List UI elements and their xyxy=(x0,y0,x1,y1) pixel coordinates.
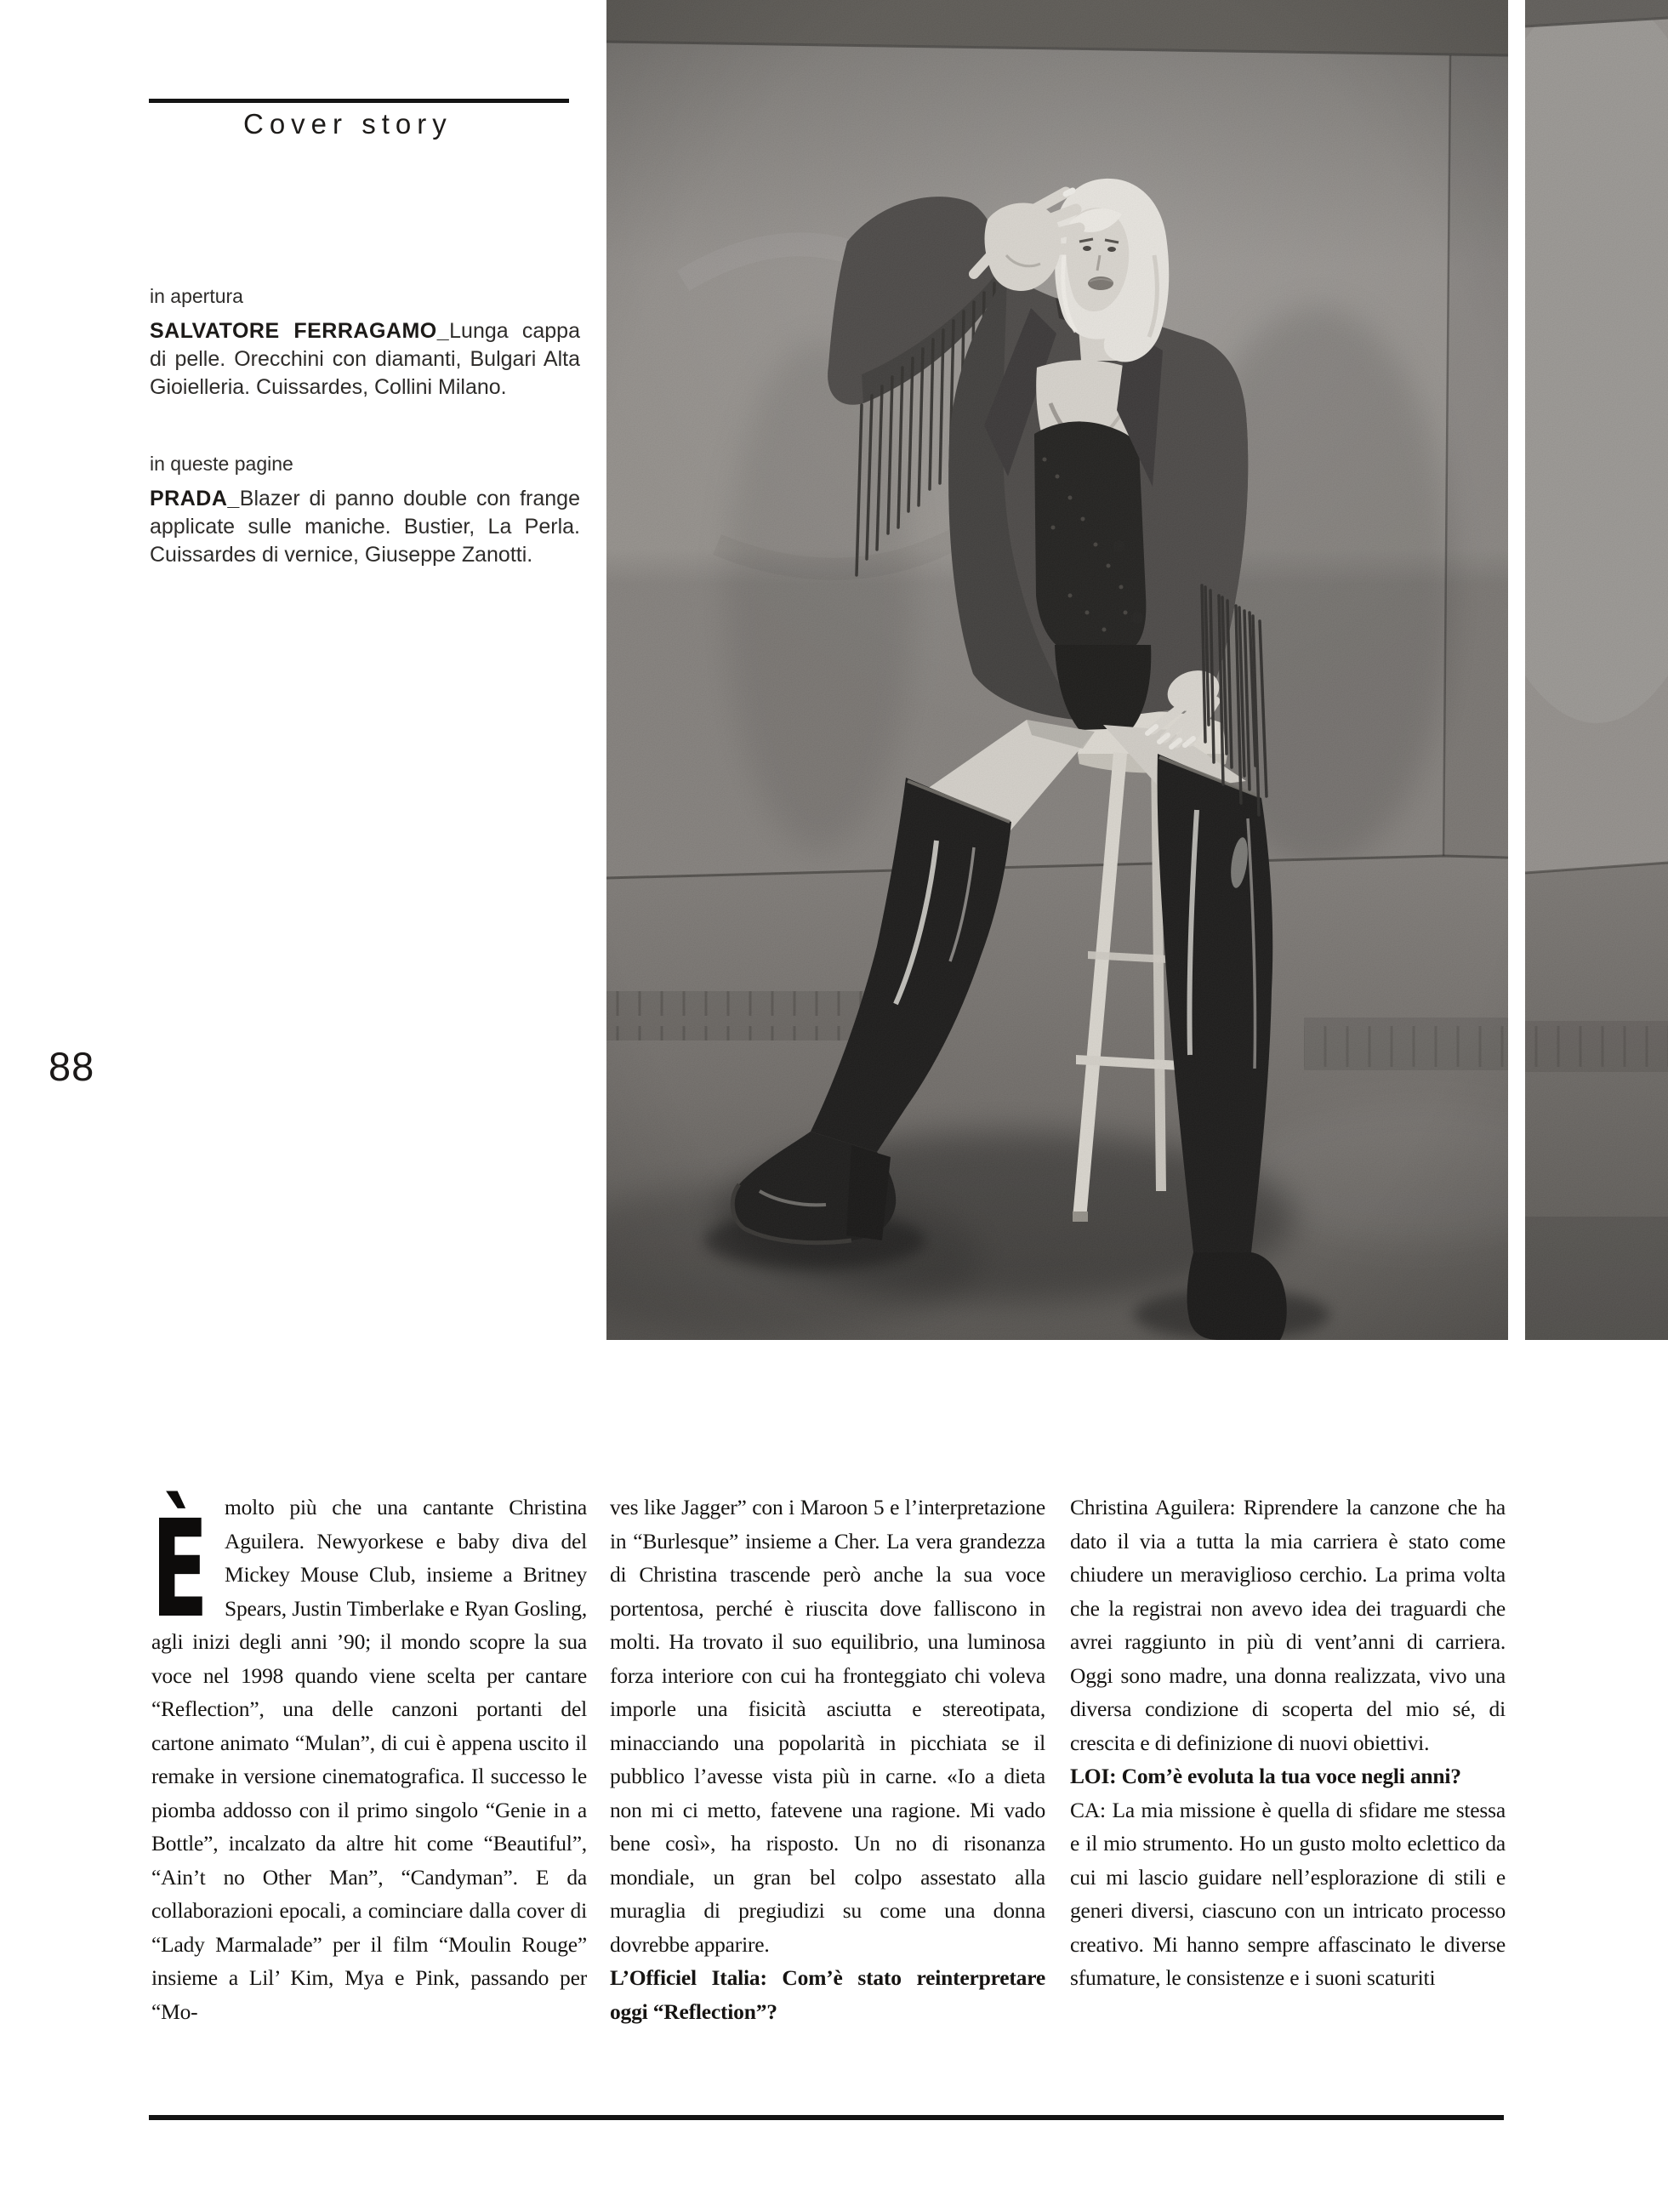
caption-pages-body: Blazer di panno double con frange applicate sulle maniche. Bustier, La Perla. Cuissardes di vernice, Giuseppe Zanotti. xyxy=(150,487,580,567)
column3-answer-1: Christina Aguilera: Riprendere la canzone che ha dato il via a tutta la mia carriera è stato come chiudere un meraviglioso cerchio. La prima volta che la registrai non avevo idea dei traguardi che avrei raggiunto in più di vent’anni di carriera. Oggi sono madre, una donna realizzata, vivo una diversa condizione di scoperta del mio sé, di crescita e di definizione di nuovi obiettivi. xyxy=(1070,1495,1506,1755)
footer-rule xyxy=(149,2115,1504,2120)
cover-photo-illustration xyxy=(606,0,1508,1340)
caption-opening-brand: SALVATORE FERRAGAMO_ xyxy=(150,319,450,343)
column1-text: molto più che una cantante Christina Aguilera. Newyorkese e baby diva del Mickey Mouse Club, insieme a Britney Spears, Justin Timberlake e Ryan Gosling, agli inizi degli anni ’90; il mondo scopre la sua voce nel 1998 quando viene scelta per cantare “Reflection”, una delle canzoni portanti del cartone animato “Mulan”, di cui è appena uscito il remake in versione cinematografica. Il successo le piomba addosso con il primo singolo “Genie in a Bottle”, incalzato da altre hit come “Beautiful”, “Ain’t no Other Man”, “Candyman”. E da collaborazioni epocali, a cominciare dalla cover di “Lady Marmalade” per il film “Moulin Rouge” insieme a Lil’ Kim, Mya e Pink, passando per “Mo- xyxy=(151,1495,587,2024)
caption-pages-brand: PRADA_ xyxy=(150,487,240,510)
column3-answer-2: CA: La mia missione è quella di sfidare me stessa e il mio strumento. Ho un gusto molto eclettico da cui mi lascio guidare nell’esplorazione di stili e generi diversi, ciascuno con un intricato processo creativo. Mi hanno sempre affascinato le diverse sfumature, le consistenze e i suoni scaturiti xyxy=(1070,1797,1506,1990)
caption-pages xyxy=(150,452,580,569)
interview-question-2: LOI: Com’è evoluta la tua voce negli anni? xyxy=(1070,1764,1461,1788)
facing-page-photo-strip xyxy=(1525,0,1668,1340)
header-rule xyxy=(149,99,569,103)
caption-opening-body: Lunga cappa di pelle. Orecchini con diamanti, Bulgari Alta Gioielleria. Cuissardes, Collini Milano. xyxy=(150,319,580,399)
page-number: 88 xyxy=(48,1044,95,1089)
article-paragraph xyxy=(151,1491,587,2028)
caption-pages-text xyxy=(150,485,580,569)
drop-cap: È xyxy=(151,1491,208,1648)
caption-opening xyxy=(150,284,580,402)
cover-photo xyxy=(606,0,1508,1340)
interview-question-1: L’Officiel Italia: Com’è stato reinterpretare oggi “Reflection”? xyxy=(610,1965,1045,2024)
section-label: Cover story xyxy=(243,108,453,140)
caption-pages-label: in queste pagine xyxy=(150,453,293,475)
caption-opening-label: in apertura xyxy=(150,285,243,307)
column2-text: ves like Jagger” con i Maroon 5 e l’interpretazione in “Burlesque” insieme a Cher. La vera grandezza di Christina trascende però anche la sua voce portentosa, perché è riuscita dove falliscono in molti. Ha trovato il suo equilibrio, una luminosa forza interiore con cui ha fronteggiato chi voleva imporle una fisicità asciutta e stereotipata, minacciando una popolarità in picchiata se il pubblico l’avesse vista più in carne. «Io a dieta non mi ci metto, fatevene una ragione. Mi vado bene così», ha risposto. Un no di risonanza mondiale, un gran bel colpo assestato alla muraglia di pregiudizi su come una donna dovrebbe apparire. xyxy=(610,1495,1045,1957)
article-column-3 xyxy=(1070,1491,1506,2086)
article-column-2 xyxy=(610,1491,1045,2086)
article-column-1 xyxy=(151,1491,587,2086)
caption-opening-text xyxy=(150,317,580,402)
photo-strip-illustration xyxy=(1525,0,1668,1340)
